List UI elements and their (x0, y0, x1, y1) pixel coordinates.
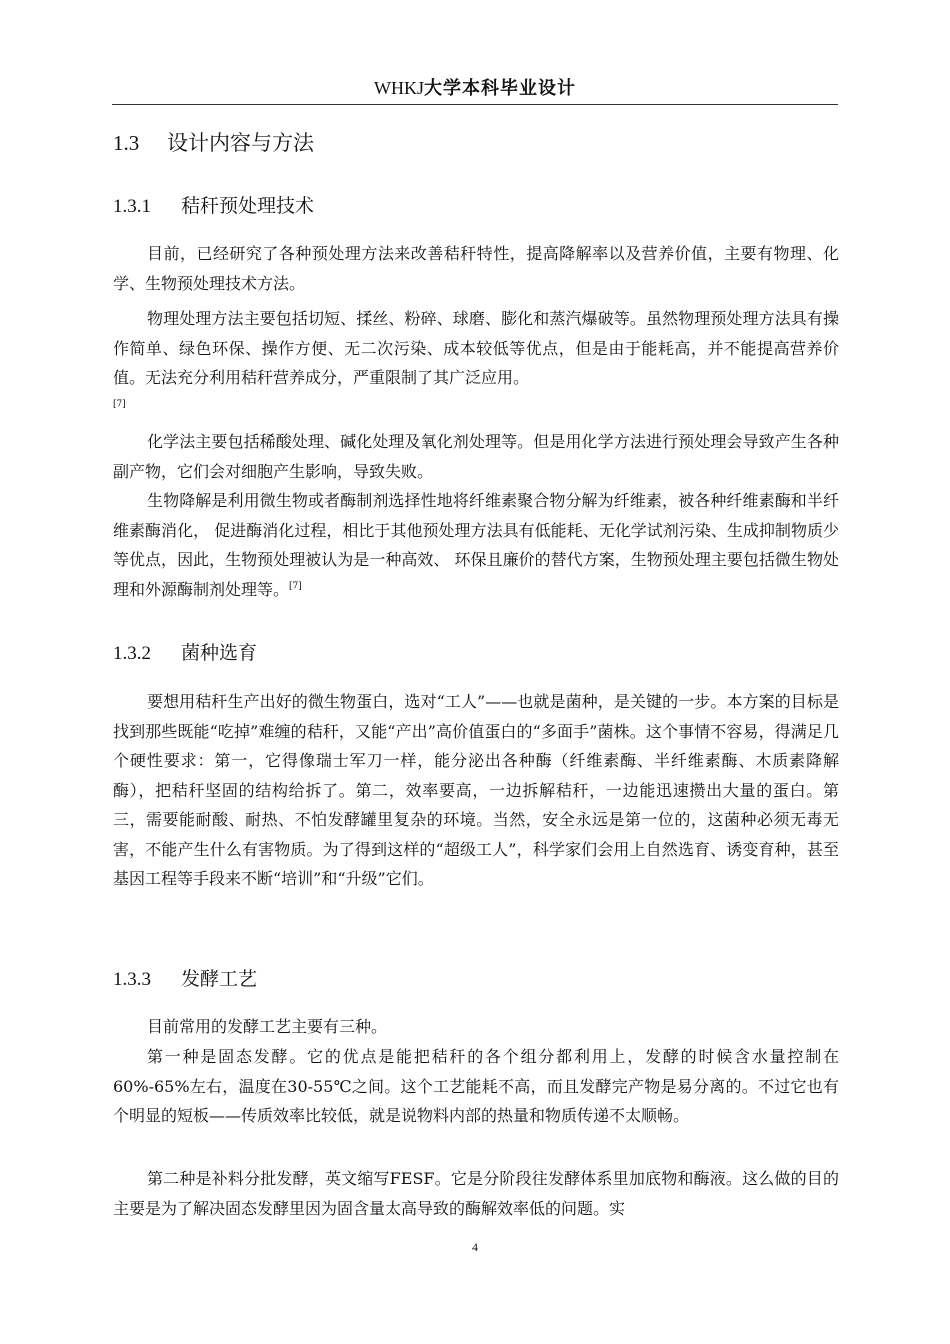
section-number: 1.3.2 (113, 643, 151, 664)
section-title: 设计内容与方法 (167, 131, 314, 155)
paragraph-text: 物理处理方法主要包括切短、揉丝、粉碎、球磨、膨化和蒸汽爆破等。虽然物理预处理方法具有操作简单、绿色环保、操作方便、无二次污染、成本较低等优点，但是由于能耗高，并不能提高营养价值。无法充分利用秸秆营养成分，严重限制了其广泛应用。 (113, 309, 839, 387)
paragraph: 目前常用的发酵工艺主要有三种。 (147, 1017, 388, 1036)
running-header (0, 74, 950, 100)
section-number: 1.3 (113, 131, 140, 155)
section-title: 发酵工艺 (181, 968, 258, 990)
section-number: 1.3.1 (113, 196, 151, 217)
paragraph: 第一种是固态发酵。它的优点是能把秸秆的各个组分都利用上，发酵的时候含水量控制在60%-65%左右，温度在30-55℃之间。这个工艺能耗不高，而且发酵完产物是易分离的。不过它也有个明显的短板——传质效率比较低，就是说物料内部的热量和物质传递不太顺畅。 (113, 1047, 839, 1125)
paragraph-text: 生物降解是利用微生物或者酶制剂选择性地将纤维素聚合物分解为纤维素，被各种纤维素酶和半纤维素酶消化， 促进酶消化过程，相比于其他预处理方法具有低能耗、无化学试剂污染、生成抑制物质少等优点，因此，生物预处理被认为是一种高效、 环保且廉价的替代方案，生物预处理主要包括微生物处理和外源酶制剂处理等。 (113, 491, 839, 599)
paragraph: 要想用秸秆生产出好的微生物蛋白，选对“工人”——也就是菌种，是关键的一步。本方案的目标是找到那些既能“吃掉”难缠的秸秆，又能“产出”高价值蛋白的“多面手”菌株。这个事情不容易，得满足几个硬性要求：第一，它得像瑞士军刀一样，能分泌出各种酶（纤维素酶、半纤维素酶、木质素降解酶），把秸秆坚固的结构给拆了。第二，效率要高，一边拆解秸秆，一边能迅速攒出大量的蛋白。第三，需要能耐酸、耐热、不怕发酵罐里复杂的环境。当然，安全永远是第一位的，这菌种必须无毒无害，不能产生什么有害物质。为了得到这样的“超级工人”，科学家们会用上自然选育、诱变育种，甚至基因工程等手段来不断“培训”和“升级”它们。 (113, 692, 839, 888)
header-title: 大学本科毕业设计 (424, 78, 576, 99)
citation: [7] (289, 581, 302, 592)
paragraph (113, 486, 839, 604)
section-heading-1-3-3 (113, 964, 257, 991)
section-number: 1.3.3 (113, 969, 151, 990)
paragraph: 第二种是补料分批发酵，英文缩写FESF。它是分阶段往发酵体系里加底物和酶液。这么做的目的主要是为了解决固态发酵里因为固含量太高导致的酶解效率低的问题。实 (113, 1169, 839, 1218)
paragraph (113, 304, 839, 422)
section-heading-1-3 (113, 127, 314, 157)
header-brand: WHKJ (374, 78, 424, 98)
section-title: 菌种选育 (181, 642, 258, 664)
citation: [7] (113, 399, 126, 410)
paragraph: 目前，已经研究了各种预处理方法来改善秸秆特性，提高降解率以及营养价值，主要有物理、化学、生物预处理技术方法。 (113, 244, 839, 293)
section-heading-1-3-2 (113, 638, 257, 665)
page-number: 4 (472, 1240, 478, 1254)
section-title: 秸秆预处理技术 (181, 195, 315, 217)
header-rule (112, 104, 838, 105)
paragraph: 化学法主要包括稀酸处理、碱化处理及氧化剂处理等。但是用化学方法进行预处理会导致产生各种副产物，它们会对细胞产生影响，导致失败。 (113, 432, 839, 481)
section-heading-1-3-1 (113, 191, 314, 218)
